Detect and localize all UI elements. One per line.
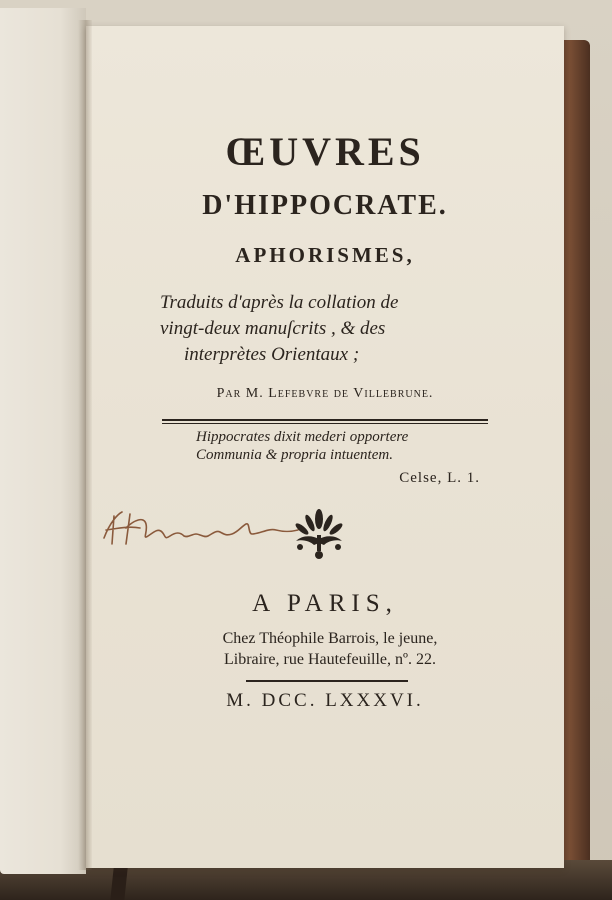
description-line-2: vingt-deux manuſcrits , & des (160, 318, 386, 339)
author-line: Par M. Lefebvre de Villebrune. (216, 386, 434, 401)
publisher (150, 628, 510, 670)
title-sub: D'HIPPOCRATE. (202, 190, 448, 221)
title-main: ŒUVRES (225, 129, 425, 174)
description-line-1: Traduits d'après la collation de (160, 292, 399, 313)
publication-place: A PARIS, (252, 590, 398, 617)
description (160, 290, 500, 368)
epigraph (196, 428, 496, 464)
divider-rule-bottom (246, 680, 408, 682)
fleuron-ornament-icon (288, 505, 350, 567)
title-aphorismes: APHORISMES, (235, 243, 415, 267)
left-page (0, 8, 86, 874)
publisher-line-1: Chez Théophile Barrois, le jeune, (222, 630, 438, 647)
epigraph-source: Celse, L. 1. (399, 470, 480, 486)
handwritten-signature (100, 502, 310, 552)
divider-rule-top (162, 419, 488, 421)
epigraph-line-2: Communia & propria intuentem. (196, 447, 393, 463)
epigraph-line-1: Hippocrates dixit mederi opportere (196, 429, 409, 445)
publication-year: M. DCC. LXXXVI. (226, 690, 424, 711)
description-line-3: interprètes Orientaux ; (184, 344, 360, 365)
divider-rule-top-inner (162, 423, 488, 424)
publisher-line-2: Libraire, rue Hautefeuille, nº. 22. (224, 651, 436, 668)
